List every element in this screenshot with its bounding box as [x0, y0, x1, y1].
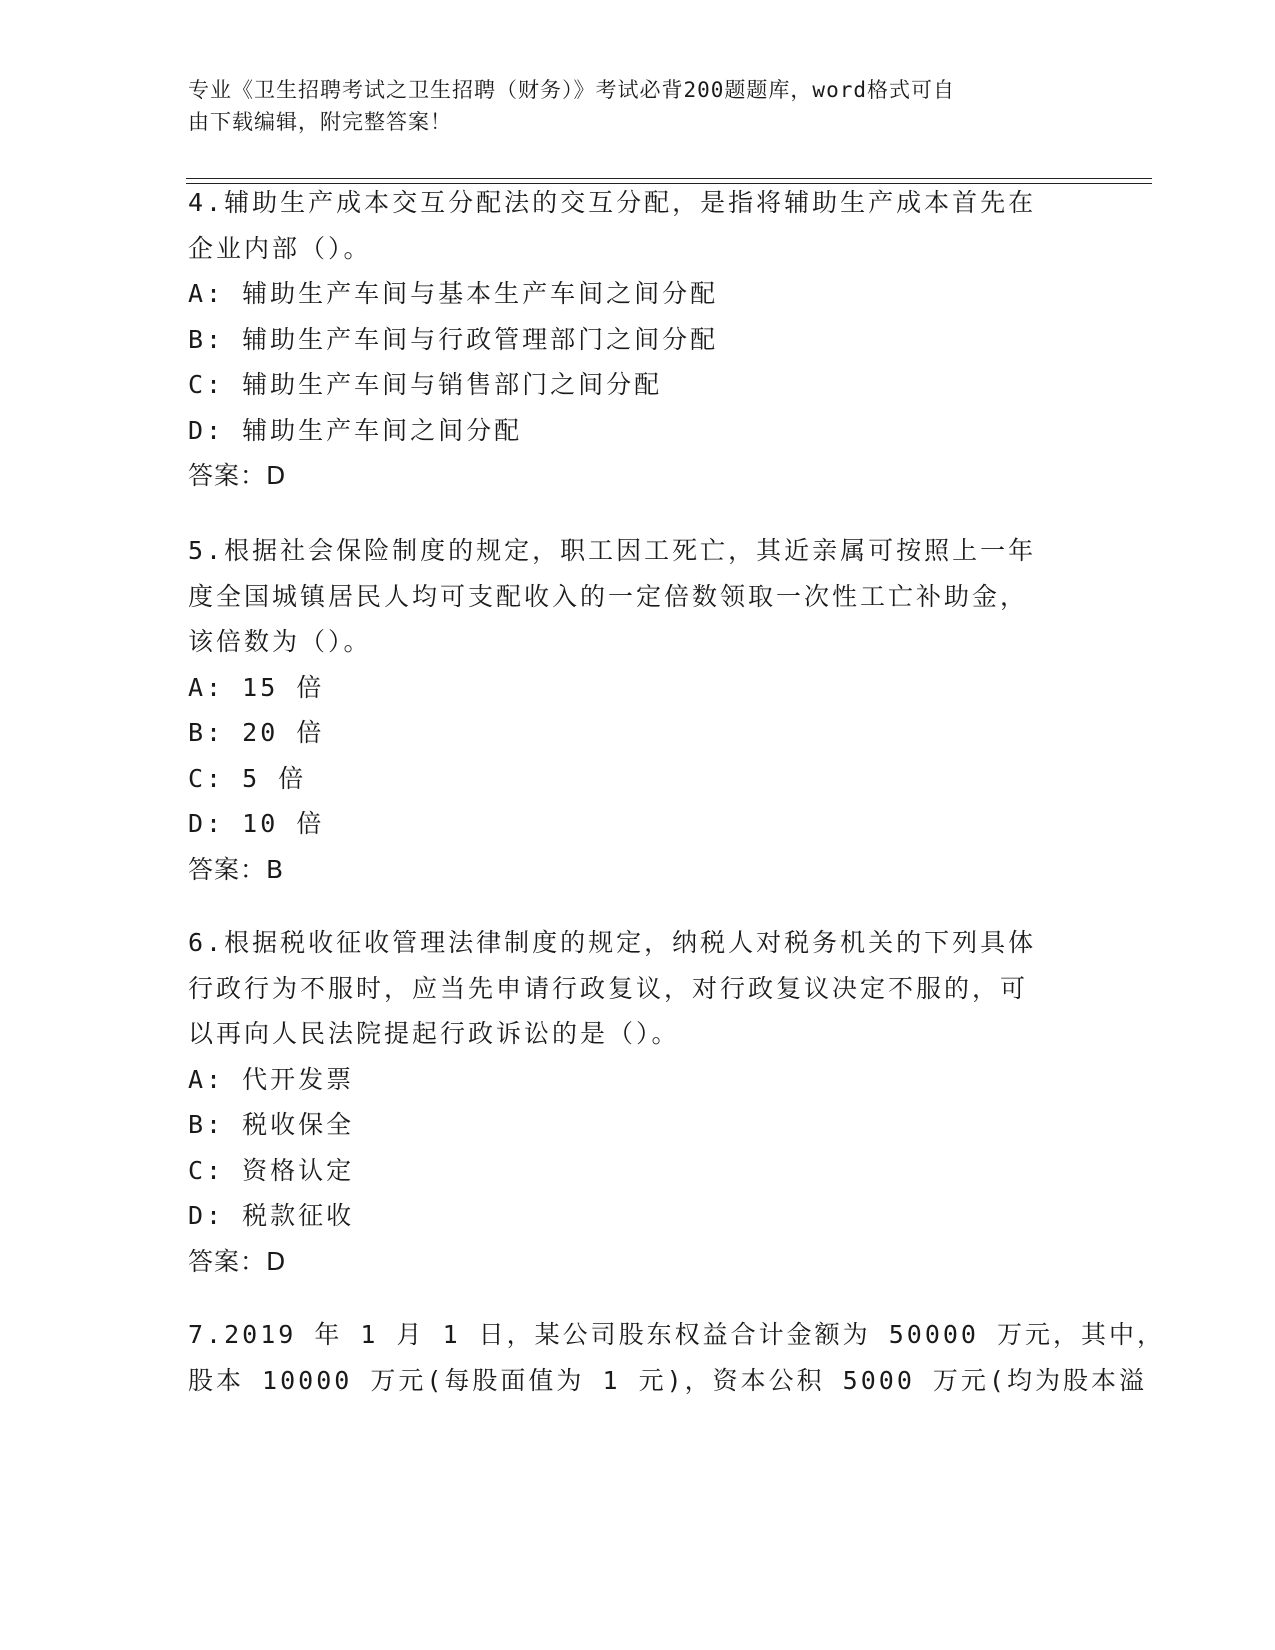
question-stem-line: 6.根据税收征收管理法律制度的规定，纳税人对税务机关的下列具体 — [188, 928, 1037, 957]
question-stem-line: 企业内部（）。 — [188, 233, 372, 263]
option-text: 税款征收 — [242, 1201, 355, 1230]
option-letter: D: — [188, 809, 225, 838]
question-stem-line: 度全国城镇居民人均可支配收入的一定倍数领取一次性工亡补助金， — [188, 581, 1029, 611]
option-text: 15 倍 — [242, 672, 325, 702]
option-a — [188, 665, 1068, 711]
option-text: 20 倍 — [242, 718, 325, 747]
option-letter: C: — [188, 1155, 225, 1185]
answer-line: 答案：D — [188, 1246, 287, 1276]
question-stem-line: 7.2019 年 1 月 1 日，某公司股东权益合计金额为 50000 万元，其中， — [188, 1320, 1166, 1349]
option-text: 资格认定 — [242, 1155, 355, 1185]
option-letter: C: — [188, 763, 225, 793]
option-d — [188, 1193, 1068, 1239]
question-stem-line: 股本 10000 万元(每股面值为 1 元)，资本公积 5000 万元(均为股本溢 — [188, 1365, 1147, 1395]
question-stem-line: 4.辅助生产成本交互分配法的交互分配，是指将辅助生产成本首先在 — [188, 188, 1037, 217]
option-text: 辅助生产车间与基本生产车间之间分配 — [242, 279, 719, 308]
question-5 — [188, 528, 1068, 892]
option-text: 辅助生产车间与销售部门之间分配 — [242, 370, 663, 399]
option-c — [188, 1148, 1068, 1194]
question-stem-line: 该倍数为（）。 — [188, 627, 372, 656]
option-text: 代开发票 — [242, 1064, 355, 1094]
option-b — [188, 1102, 1068, 1148]
option-letter: B: — [188, 718, 225, 747]
option-a — [188, 271, 1068, 317]
header-divider-top — [186, 178, 1152, 179]
header-line-1: 专业《卫生招聘考试之卫生招聘（财务）》考试必背200题题库，word格式可自 — [188, 78, 955, 102]
question-stem-line: 5.根据社会保险制度的规定，职工因工死亡，其近亲属可按照上一年 — [188, 536, 1037, 565]
option-letter: A: — [188, 672, 225, 702]
option-c — [188, 362, 1068, 408]
option-text: 辅助生产车间与行政管理部门之间分配 — [242, 324, 719, 354]
option-letter: B: — [188, 1110, 225, 1139]
option-d — [188, 408, 1068, 454]
option-d — [188, 801, 1068, 847]
question-stem-line: 行政行为不服时，应当先申请行政复议，对行政复议决定不服的，可 — [188, 973, 1029, 1003]
option-letter: D: — [188, 1201, 225, 1230]
document-header — [188, 74, 1068, 138]
option-c — [188, 756, 1068, 802]
option-b — [188, 710, 1068, 756]
answer-line: 答案：B — [188, 854, 285, 884]
question-6 — [188, 920, 1068, 1284]
option-letter: C: — [188, 370, 225, 399]
question-4 — [188, 180, 1068, 499]
option-letter: B: — [188, 324, 225, 354]
option-a — [188, 1057, 1068, 1103]
option-text: 税收保全 — [242, 1110, 355, 1139]
option-letter: A: — [188, 1064, 225, 1094]
option-letter: A: — [188, 279, 225, 308]
question-stem-line: 以再向人民法院提起行政诉讼的是（）。 — [188, 1019, 680, 1048]
option-text: 10 倍 — [242, 809, 325, 838]
option-text: 辅助生产车间之间分配 — [242, 415, 523, 445]
answer-line: 答案：D — [188, 461, 287, 490]
question-7 — [188, 1312, 1166, 1403]
header-line-2: 由下载编辑，附完整答案！ — [188, 110, 452, 134]
option-text: 5 倍 — [242, 763, 307, 793]
option-b — [188, 317, 1068, 363]
option-letter: D: — [188, 415, 225, 445]
